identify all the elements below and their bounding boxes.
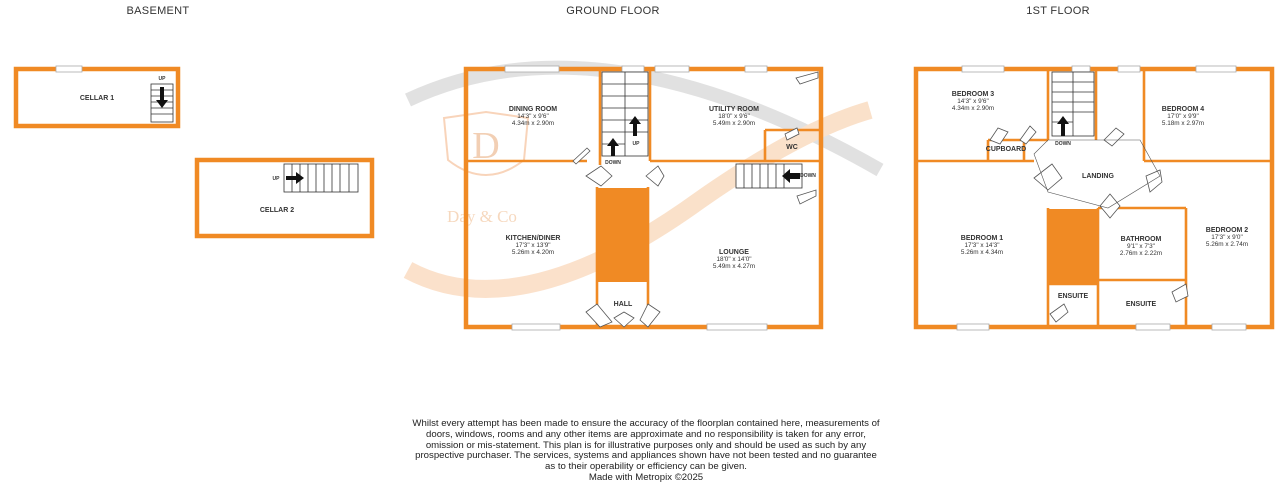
cellar-1-up-label: UP — [158, 76, 166, 82]
under-stair-void — [598, 188, 647, 282]
cellar-staircase — [736, 164, 802, 188]
utility-room-metric: 5.49m x 2.90m — [712, 120, 756, 127]
cellar-1-window — [56, 66, 82, 72]
cellar-2-name: CELLAR 2 — [259, 207, 295, 214]
ensuite-2-window — [1136, 324, 1170, 330]
lounge-imperial: 18'0" x 14'0" — [716, 256, 752, 263]
cellar-1-name: CELLAR 1 — [79, 95, 115, 102]
lounge-side-door — [797, 190, 816, 204]
bathroom-name: BATHROOM — [1120, 236, 1162, 243]
bedroom-3-name: BEDROOM 3 — [951, 91, 995, 98]
cellar-2-staircase — [284, 164, 358, 192]
dining-room-imperial: 14'3" x 9'6" — [517, 113, 549, 120]
cellar-1-staircase — [151, 84, 173, 122]
cellar-2-up-label: UP — [272, 176, 280, 182]
first-floor-stair-down-label: DOWN — [1055, 141, 1071, 147]
cellar-stair-down-label: DOWN — [800, 173, 816, 179]
hall-door-west — [586, 166, 612, 186]
landing-window — [1072, 66, 1090, 72]
cupboard-name: CUPBOARD — [985, 146, 1027, 153]
bathroom-metric: 2.76m x 2.22m — [1119, 250, 1163, 257]
hall-door-kitchen — [586, 304, 612, 327]
main-stair-down-label: DOWN — [605, 160, 621, 166]
bedroom-1-window — [957, 324, 989, 330]
dining-room-name: DINING ROOM — [508, 106, 558, 113]
lounge-metric: 5.49m x 4.27m — [712, 263, 756, 270]
utility-window-1 — [655, 66, 689, 72]
hall-name: HALL — [613, 301, 633, 308]
ensuite-2-name: ENSUITE — [1125, 301, 1157, 308]
first-floor-plan — [916, 66, 1272, 330]
bedroom-1-name: BEDROOM 1 — [960, 235, 1004, 242]
kitchen-diner-imperial: 17'3" x 13'9" — [515, 242, 551, 249]
bedroom-3-imperial: 14'3" x 9'6" — [957, 98, 989, 105]
bedroom-3-window — [962, 66, 1004, 72]
bedroom-4-name: BEDROOM 4 — [1161, 106, 1205, 113]
disclaimer-text: Whilst every attempt has been made to ensure the accuracy of the floorplan contained here, measurements of doors, windows, rooms and any other items are approximate and no responsibility is taken for any error, omission or mis-statement. This plan is for illustrative purposes only and should be used as such by any prospective purchaser. The services, systems and appliances shown have not been tested and no guarantee as to their operability or efficiency can be given. — [412, 418, 880, 473]
ensuite-1-door — [1050, 304, 1068, 322]
kitchen-window — [512, 324, 560, 330]
bedroom-4-door — [1104, 128, 1124, 146]
dining-window — [505, 66, 559, 72]
bedroom-2-metric: 5.26m x 2.74m — [1205, 241, 1249, 248]
bathroom-imperial: 9'1" x 7'3" — [1127, 243, 1155, 250]
bedroom-3-door — [990, 128, 1008, 144]
first-floor-title: 1ST FLOOR — [1026, 5, 1090, 17]
lounge-name: LOUNGE — [719, 249, 749, 256]
bedroom-2-door — [1146, 170, 1162, 192]
first-floor-void — [1049, 209, 1097, 283]
basement-title: BASEMENT — [126, 5, 190, 17]
landing-name: LANDING — [1082, 173, 1114, 180]
bedroom-4-window-2 — [1196, 66, 1236, 72]
ground-floor-title: GROUND FLOOR — [566, 5, 660, 17]
utility-room-name: UTILITY ROOM — [708, 106, 760, 113]
main-staircase — [602, 72, 648, 156]
dining-room-metric: 4.34m x 2.90m — [511, 120, 555, 127]
bathroom-door — [1100, 194, 1120, 218]
bedroom-2-imperial: 17'3" x 9'0" — [1211, 234, 1243, 241]
kitchen-diner-name: KITCHEN/DINER — [505, 235, 561, 242]
main-stair-up-label: UP — [632, 141, 640, 147]
bedroom-4-metric: 5.18m x 2.97m — [1161, 120, 1205, 127]
bedroom-3-metric: 4.34m x 2.90m — [951, 105, 995, 112]
basement-plan — [16, 66, 372, 236]
utility-room-imperial: 18'0" x 9'6" — [718, 113, 750, 120]
utility-door — [796, 72, 818, 84]
bedroom-2-window — [1212, 324, 1246, 330]
hall-door-east — [646, 166, 664, 186]
lounge-window — [707, 324, 767, 330]
wc-name: WC — [786, 144, 798, 151]
hall-door-lounge — [640, 304, 660, 327]
watermark-initial: D — [472, 125, 500, 167]
kitchen-diner-metric: 5.26m x 4.20m — [511, 249, 555, 256]
bedroom-1-door — [1034, 164, 1062, 190]
watermark-brand: Day & Co — [447, 207, 517, 226]
stair-window — [622, 66, 644, 72]
first-floor-staircase — [1052, 72, 1094, 136]
bedroom-4-imperial: 17'0" x 9'9" — [1167, 113, 1199, 120]
bedroom-4-window-1 — [1118, 66, 1140, 72]
disclaimer — [411, 419, 881, 484]
bedroom-1-metric: 5.26m x 4.34m — [960, 249, 1004, 256]
bedroom-1-imperial: 17'3" x 14'3" — [964, 242, 1000, 249]
metropix-credit: Made with Metropix ©2025 — [588, 471, 704, 483]
bedroom-2-name: BEDROOM 2 — [1205, 227, 1249, 234]
ensuite-1-name: ENSUITE — [1057, 293, 1089, 300]
utility-window-2 — [745, 66, 767, 72]
